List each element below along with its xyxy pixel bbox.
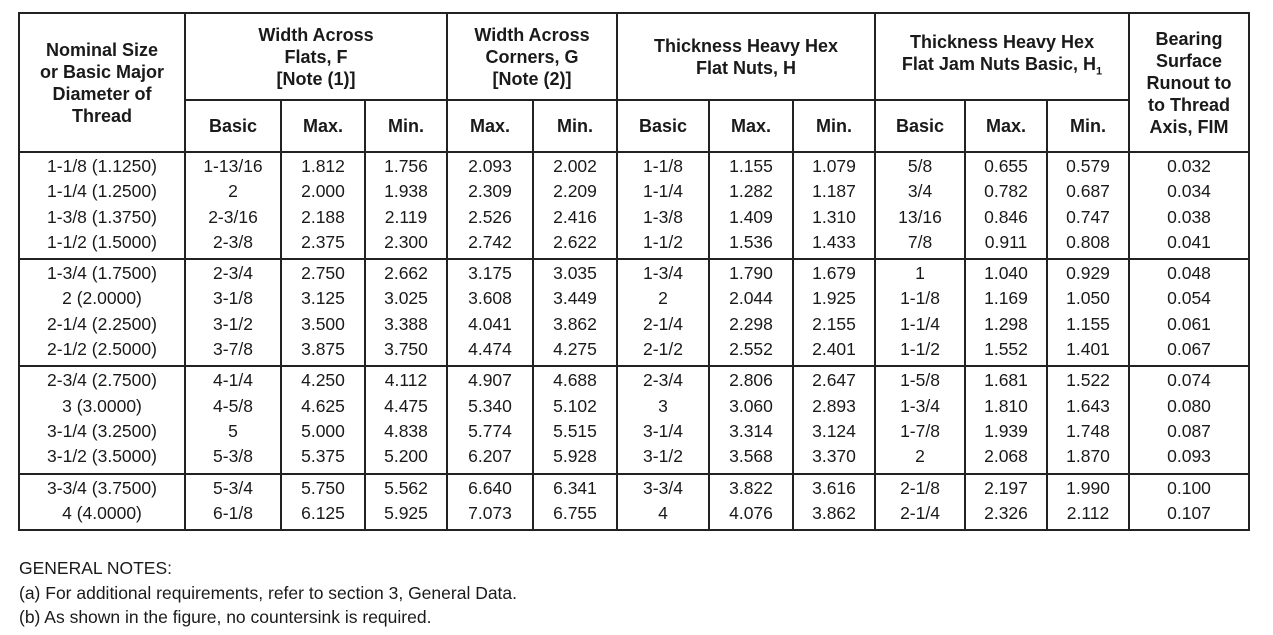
cell-value: 1.298 [984, 313, 1028, 334]
cell-value: 2 [915, 446, 925, 467]
subheader-jam-min: Min. [1047, 100, 1129, 152]
cell-value: 1-3/4 [900, 395, 940, 416]
cell-value: 1-1/4 [643, 181, 683, 202]
cell-value: 2.662 [384, 263, 428, 284]
cell-value: 1.433 [812, 231, 856, 252]
cell-value: 3.314 [729, 420, 773, 441]
subheader-jam-basic: Basic [875, 100, 965, 152]
header-thickness-jam-nuts: Thickness Heavy Hex Flat Jam Nuts Basic, $H_1$ [875, 13, 1129, 100]
cell-value: 3-3/4 [643, 477, 683, 498]
cell-value: 5.340 [468, 395, 512, 416]
cell-value: 0.041 [1167, 231, 1211, 252]
cell-value: 2.298 [729, 313, 773, 334]
cell-value: 2.742 [468, 231, 512, 252]
subheader-corners-min: Min. [533, 100, 617, 152]
cell-value: 0.929 [1066, 263, 1110, 284]
cell-value: 3.388 [384, 313, 428, 334]
cell-value: 1-3/4 [643, 263, 683, 284]
cell-value: 1.681 [984, 370, 1028, 391]
cell-value: 2.300 [384, 231, 428, 252]
cell-value: 1.938 [384, 181, 428, 202]
cell-nominal-size [19, 259, 185, 366]
cell-corners-min [533, 366, 617, 473]
cell-value: 2-1/4 [900, 502, 940, 523]
cell-value: 5.102 [553, 395, 597, 416]
cell-value: 2.750 [301, 263, 345, 284]
table-row-group [19, 366, 1249, 473]
subheader-hex-max: Max. [709, 100, 793, 152]
cell-value: 3.449 [553, 288, 597, 309]
cell-value: 2.806 [729, 370, 773, 391]
cell-flats-min [365, 474, 447, 531]
cell-value: 1.282 [729, 181, 773, 202]
note-b: (b) As shown in the figure, no countersink is required. [19, 607, 432, 627]
cell-flats-min [365, 259, 447, 366]
cell-value: 0.100 [1167, 477, 1211, 498]
cell-value: 1.812 [301, 156, 345, 176]
cell-hex-max [709, 366, 793, 473]
cell-value: 1.679 [812, 263, 856, 284]
cell-hex-min [793, 152, 875, 259]
cell-value: 1.050 [1066, 288, 1110, 309]
cell-value: 1.643 [1066, 395, 1110, 416]
cell-value: 0.080 [1167, 395, 1211, 416]
cell-jam-basic [875, 366, 965, 473]
cell-value: 4.076 [729, 502, 773, 523]
cell-value: 0.687 [1066, 181, 1110, 202]
cell-hex-basic [617, 474, 709, 531]
header-width-across-flats: Width Across Flats, F [Note (1)] [185, 13, 447, 100]
cell-value: 2.188 [301, 206, 345, 227]
cell-hex-min [793, 474, 875, 531]
note-a: (a) For additional requirements, refer to section 3, General Data. [19, 582, 518, 603]
cell-value: 1.401 [1066, 339, 1110, 360]
cell-value: 2-3/4 (2.7500) [47, 370, 157, 391]
cell-hex-max [709, 259, 793, 366]
cell-runout-fim [1129, 259, 1249, 366]
cell-value: 0.655 [984, 156, 1028, 176]
cell-value: 3.616 [812, 477, 856, 498]
cell-value: 5.925 [384, 502, 428, 523]
cell-value: 1.990 [1066, 477, 1110, 498]
cell-value: 4 (4.0000) [62, 502, 142, 523]
cell-value: 3-1/2 [643, 446, 683, 467]
cell-value: 3.822 [729, 477, 773, 498]
cell-value: 5 [228, 420, 238, 441]
cell-value: 3.124 [812, 420, 856, 441]
cell-value: 3-1/2 (3.5000) [47, 446, 157, 467]
cell-value: 0.048 [1167, 263, 1211, 284]
subheader-flats-max: Max. [281, 100, 365, 152]
cell-value: 1.169 [984, 288, 1028, 309]
cell-value: 0.038 [1167, 206, 1211, 227]
cell-value: 2.326 [984, 502, 1028, 523]
cell-value: 4-5/8 [213, 395, 253, 416]
cell-value: 2-3/8 [213, 231, 253, 252]
cell-corners-max [447, 259, 533, 366]
cell-value: 3/4 [907, 181, 933, 202]
cell-jam-min [1047, 474, 1129, 531]
cell-value: 0.032 [1167, 156, 1211, 176]
cell-value: 5.375 [301, 446, 345, 467]
cell-value: 2.416 [553, 206, 597, 227]
cell-flats-basic [185, 259, 281, 366]
cell-value: 3-1/4 [643, 420, 683, 441]
header-thickness-heavy-hex: Thickness Heavy Hex Flat Nuts, H [617, 13, 875, 100]
cell-value: 2-1/4 [643, 313, 683, 334]
cell-value: 1.536 [729, 231, 773, 252]
cell-flats-basic [185, 152, 281, 259]
cell-value: 7.073 [468, 502, 512, 523]
cell-jam-max [965, 152, 1047, 259]
cell-value: 2 [658, 288, 668, 309]
cell-value: 1 [915, 263, 925, 284]
cell-value: 6.640 [468, 477, 512, 498]
cell-value: 1.925 [812, 288, 856, 309]
cell-value: 6.341 [553, 477, 597, 498]
cell-value: 0.579 [1066, 156, 1110, 176]
subheader-flats-min: Min. [365, 100, 447, 152]
cell-value: 2.068 [984, 446, 1028, 467]
cell-value: 1.155 [729, 156, 773, 176]
cell-corners-min [533, 474, 617, 531]
cell-value: 5.774 [468, 420, 512, 441]
cell-value: 4.907 [468, 370, 512, 391]
cell-value: 5-3/4 [213, 477, 253, 498]
cell-flats-basic [185, 366, 281, 473]
cell-value: 4.474 [468, 339, 512, 360]
cell-value: 6-1/8 [213, 502, 253, 523]
cell-value: 2.622 [553, 231, 597, 252]
cell-value: 3-3/4 (3.7500) [47, 477, 157, 498]
cell-value: 3.568 [729, 446, 773, 467]
table-row-group [19, 259, 1249, 366]
cell-corners-min [533, 152, 617, 259]
cell-value: 2.552 [729, 339, 773, 360]
cell-value: 0.067 [1167, 339, 1211, 360]
cell-value: 3.025 [384, 288, 428, 309]
cell-value: 4.250 [301, 370, 345, 391]
cell-value: 13/16 [898, 206, 942, 227]
cell-value: 2.309 [468, 181, 512, 202]
cell-runout-fim [1129, 366, 1249, 473]
cell-value: 4.688 [553, 370, 597, 391]
cell-flats-basic [185, 474, 281, 531]
cell-value: 3 [658, 395, 668, 416]
cell-value: 3-7/8 [213, 339, 253, 360]
heavy-hex-nut-dimension-table [18, 12, 1250, 531]
cell-value: 3-1/8 [213, 288, 253, 309]
table-row-group [19, 152, 1249, 259]
general-notes-title: GENERAL NOTES: [19, 558, 172, 578]
cell-value: 1-13/16 [203, 156, 263, 176]
cell-value: 1-1/8 [900, 288, 940, 309]
cell-corners-min [533, 259, 617, 366]
cell-value: 2.401 [812, 339, 856, 360]
cell-value: 7/8 [907, 231, 933, 252]
cell-value: 3.500 [301, 313, 345, 334]
cell-hex-max [709, 474, 793, 531]
cell-value: 2-3/4 [643, 370, 683, 391]
cell-value: 2.002 [553, 156, 597, 176]
cell-value: 4.112 [384, 370, 428, 391]
cell-value: 1.409 [729, 206, 773, 227]
header-bearing-surface-runout: Bearing Surface Runout to to Thread Axis, FIM [1129, 13, 1249, 152]
cell-value: 2.155 [812, 313, 856, 334]
cell-value: 5.750 [301, 477, 345, 498]
cell-nominal-size [19, 366, 185, 473]
subheader-jam-max: Max. [965, 100, 1047, 152]
cell-value: 2 (2.0000) [62, 288, 142, 309]
cell-value: 1-1/4 (1.2500) [47, 181, 157, 202]
cell-hex-basic [617, 259, 709, 366]
cell-value: 4.838 [384, 420, 428, 441]
cell-value: 0.034 [1167, 181, 1211, 202]
cell-nominal-size [19, 474, 185, 531]
cell-value: 2-1/8 [900, 477, 940, 498]
cell-jam-basic [875, 474, 965, 531]
cell-hex-max [709, 152, 793, 259]
cell-value: 0.846 [984, 206, 1028, 227]
cell-value: 2-1/2 (2.5000) [47, 339, 157, 360]
cell-value: 2.209 [553, 181, 597, 202]
cell-value: 5-3/8 [213, 446, 253, 467]
cell-jam-min [1047, 366, 1129, 473]
cell-value: 1.756 [384, 156, 428, 176]
cell-value: 1-1/2 (1.5000) [47, 231, 157, 252]
cell-value: 1-1/8 [643, 156, 683, 176]
cell-value: 5.562 [384, 477, 428, 498]
subheader-corners-max: Max. [447, 100, 533, 152]
general-notes [19, 556, 517, 630]
cell-value: 3.750 [384, 339, 428, 360]
cell-value: 3-1/2 [213, 313, 253, 334]
cell-flats-min [365, 366, 447, 473]
cell-value: 1.748 [1066, 420, 1110, 441]
cell-value: 3.862 [553, 313, 597, 334]
cell-value: 5.000 [301, 420, 345, 441]
cell-value: 0.808 [1066, 231, 1110, 252]
cell-value: 2.375 [301, 231, 345, 252]
cell-value: 6.125 [301, 502, 345, 523]
cell-value: 4.625 [301, 395, 345, 416]
cell-corners-max [447, 366, 533, 473]
cell-value: 0.911 [984, 231, 1028, 252]
cell-value: 2-1/4 (2.2500) [47, 313, 157, 334]
cell-value: 5.928 [553, 446, 597, 467]
cell-jam-max [965, 366, 1047, 473]
cell-value: 1-3/8 [643, 206, 683, 227]
cell-value: 0.054 [1167, 288, 1211, 309]
table-header [19, 13, 1249, 152]
cell-nominal-size [19, 152, 185, 259]
cell-value: 4 [658, 502, 668, 523]
cell-jam-max [965, 259, 1047, 366]
cell-jam-min [1047, 152, 1129, 259]
cell-value: 2-3/16 [208, 206, 258, 227]
cell-value: 1.870 [1066, 446, 1110, 467]
cell-value: 1-1/4 [900, 313, 940, 334]
cell-value: 3.862 [812, 502, 856, 523]
cell-jam-max [965, 474, 1047, 531]
subheader-hex-basic: Basic [617, 100, 709, 152]
cell-corners-max [447, 152, 533, 259]
cell-value: 4.475 [384, 395, 428, 416]
cell-value: 4.275 [553, 339, 597, 360]
cell-value: 2.893 [812, 395, 856, 416]
cell-value: 2-1/2 [643, 339, 683, 360]
cell-value: 1-5/8 [900, 370, 940, 391]
cell-value: 1.079 [812, 156, 856, 176]
cell-value: 2.197 [984, 477, 1028, 498]
cell-value: 0.061 [1167, 313, 1211, 334]
cell-value: 1.155 [1066, 313, 1110, 334]
cell-flats-max [281, 474, 365, 531]
cell-value: 3.125 [301, 288, 345, 309]
cell-value: 3.608 [468, 288, 512, 309]
cell-value: 1.939 [984, 420, 1028, 441]
cell-value: 3.060 [729, 395, 773, 416]
cell-hex-basic [617, 152, 709, 259]
cell-value: 1.040 [984, 263, 1028, 284]
cell-value: 1-3/8 (1.3750) [47, 206, 157, 227]
cell-value: 6.755 [553, 502, 597, 523]
cell-value: 0.107 [1167, 502, 1211, 523]
header-nominal-size: Nominal Size or Basic Major Diameter of Thread [19, 13, 185, 152]
cell-hex-min [793, 259, 875, 366]
cell-value: 0.782 [984, 181, 1028, 202]
cell-value: 2.044 [729, 288, 773, 309]
cell-runout-fim [1129, 474, 1249, 531]
cell-value: 3 (3.0000) [62, 395, 142, 416]
cell-value: 0.087 [1167, 420, 1211, 441]
cell-flats-max [281, 259, 365, 366]
cell-value: 1.187 [812, 181, 856, 202]
cell-value: 1.810 [984, 395, 1028, 416]
cell-flats-max [281, 152, 365, 259]
cell-flats-min [365, 152, 447, 259]
cell-value: 0.093 [1167, 446, 1211, 467]
cell-value: 2.647 [812, 370, 856, 391]
cell-value: 1-7/8 [900, 420, 940, 441]
cell-value: 0.074 [1167, 370, 1211, 391]
subheader-flats-basic: Basic [185, 100, 281, 152]
cell-value: 2 [228, 181, 238, 202]
cell-value: 2.093 [468, 156, 512, 176]
cell-hex-basic [617, 366, 709, 473]
cell-value: 4-1/4 [213, 370, 253, 391]
cell-value: 1.310 [812, 206, 856, 227]
cell-value: 5.200 [384, 446, 428, 467]
cell-value: 2.526 [468, 206, 512, 227]
cell-value: 2.112 [1066, 502, 1110, 523]
cell-hex-min [793, 366, 875, 473]
cell-value: 0.747 [1066, 206, 1110, 227]
cell-value: 3.875 [301, 339, 345, 360]
cell-runout-fim [1129, 152, 1249, 259]
cell-value: 5/8 [907, 156, 933, 176]
cell-corners-max [447, 474, 533, 531]
header-width-across-corners: Width Across Corners, G [Note (2)] [447, 13, 617, 100]
cell-jam-basic [875, 259, 965, 366]
cell-value: 2.000 [301, 181, 345, 202]
cell-jam-basic [875, 152, 965, 259]
table-row-group [19, 474, 1249, 531]
cell-value: 2-3/4 [213, 263, 253, 284]
cell-value: 1.552 [984, 339, 1028, 360]
cell-value: 1-1/8 (1.1250) [47, 156, 157, 176]
subheader-hex-min: Min. [793, 100, 875, 152]
cell-value: 1-1/2 [643, 231, 683, 252]
cell-value: 3-1/4 (3.2500) [47, 420, 157, 441]
cell-jam-min [1047, 259, 1129, 366]
cell-value: 2.119 [384, 206, 428, 227]
cell-value: 1.790 [729, 263, 773, 284]
cell-flats-max [281, 366, 365, 473]
cell-value: 3.370 [812, 446, 856, 467]
table-body [19, 152, 1249, 530]
cell-value: 1.522 [1066, 370, 1110, 391]
cell-value: 3.175 [468, 263, 512, 284]
cell-value: 1-1/2 [900, 339, 940, 360]
cell-value: 4.041 [468, 313, 512, 334]
cell-value: 3.035 [553, 263, 597, 284]
cell-value: 1-3/4 (1.7500) [47, 263, 157, 284]
cell-value: 5.515 [553, 420, 597, 441]
cell-value: 6.207 [468, 446, 512, 467]
